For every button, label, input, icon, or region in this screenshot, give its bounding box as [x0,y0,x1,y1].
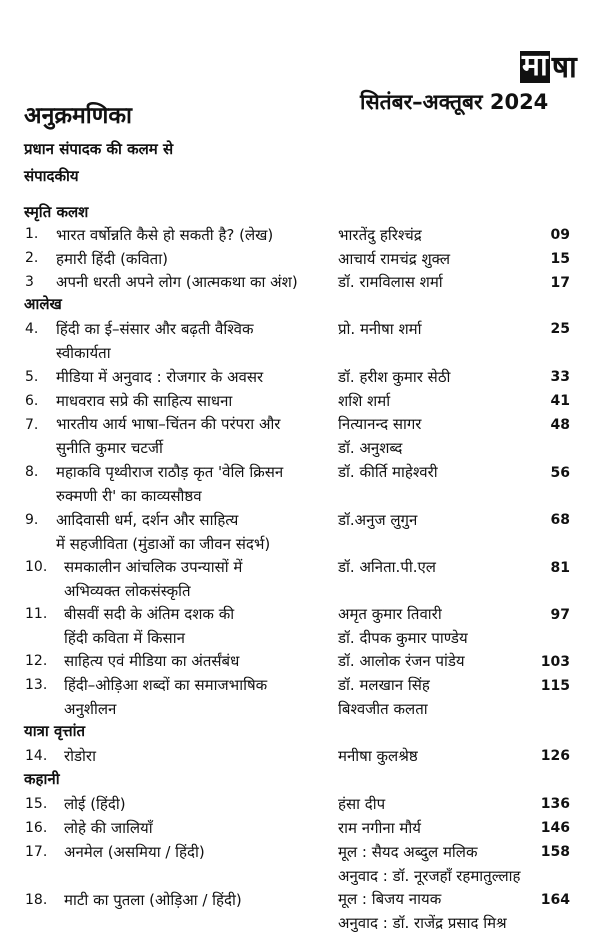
logo-part-ma: मा [522,48,548,83]
entry-number: 8. [25,464,39,480]
section-heading-smriti-kalash: स्मृति कलश [24,203,89,221]
entry-title-line-2: अभिव्यक्त लोकसंस्कृति [64,582,191,600]
entry-author: शशि शर्मा [338,392,391,410]
entry-title-line-1: हिंदी–ओड़िआ शब्दों का समाजभाषिक [64,676,268,694]
entry-title: भारत वर्षोन्नति कैसे हो सकती है? (लेख) [56,226,274,244]
entry-title-line-2: अनुशीलन [64,700,117,718]
entry-number: 5. [25,369,39,385]
section-heading-aalekh: आलेख [24,295,62,313]
entry-page: 115 [540,678,570,694]
entry-page: 81 [550,560,570,576]
entry-page: 25 [550,321,570,337]
entry-page: 33 [550,369,570,385]
entry-page: 41 [550,393,570,409]
entry-page: 103 [540,654,570,670]
entry-page: 17 [550,275,570,291]
entry-number: 7. [25,417,39,433]
entry-title-line-2: स्वीकार्यता [56,344,111,362]
entry-author-original: मूल : सैयद अब्दुल मलिक [338,843,478,861]
editorial-heading: संपादकीय [24,167,79,185]
entry-page: 146 [540,820,570,836]
entry-title-line-1: बीसवीं सदी के अंतिम दशक की [64,605,235,623]
entry-title-line-2: रुक्मणी री' का काव्यसौष्ठव [56,487,202,505]
entry-title-line-1: भारतीय आर्य भाषा–चिंतन की परंपरा और [56,415,281,433]
entry-title: माधवराव सप्रे की साहित्य साधना [56,392,233,410]
entry-author-2: डॉ. अनुशब्द [338,439,403,457]
entry-title: रोडोरा [64,747,96,765]
issue-date: सितंबर–अक्तूबर 2024 [360,90,549,114]
entry-title: लोई (हिंदी) [64,795,126,813]
entry-page: 15 [550,251,570,267]
section-heading-kahani: कहानी [24,770,60,788]
entry-number: 11. [25,606,48,622]
entry-number: 2. [25,250,39,266]
entry-title: अपनी धरती अपने लोग (आत्मकथा का अंश) [56,273,298,291]
entry-author-1: नित्यानन्द सागर [338,415,422,433]
entry-page: 164 [540,892,570,908]
entry-page: 136 [540,796,570,812]
entry-author-2: डॉ. दीपक कुमार पाण्डेय [338,629,468,647]
entry-author: हंसा दीप [338,795,386,813]
entry-title: माटी का पुतला (ओड़िआ / हिंदी) [64,891,242,909]
entry-number: 6. [25,393,39,409]
entry-author: डॉ. अनिता.पी.एल [338,558,436,576]
entry-number: 10. [25,559,48,575]
entry-title: हमारी हिंदी (कविता) [56,250,168,268]
entry-page: 97 [550,607,570,623]
entry-title: अनमेल (असमिया / हिंदी) [64,843,205,861]
entry-title: लोहे की जालियाँ [64,819,153,837]
entry-number: 1. [25,226,39,242]
entry-page: 158 [540,844,570,860]
entry-title: मीडिया में अनुवाद : रोजगार के अवसर [56,368,264,386]
entry-author-1: डॉ. मलखान सिंह [338,676,430,694]
entry-page: 126 [540,748,570,764]
entry-translator: अनुवाद : डॉ. नूरजहाँ रहमातुल्लाह [338,867,521,885]
entry-number: 14. [25,748,48,764]
editor-in-chief-heading: प्रधान संपादक की कलम से [24,140,174,158]
entry-author: प्रो. मनीषा शर्मा [338,320,422,338]
entry-page: 68 [550,512,570,528]
entry-author-original: मूल : बिजय नायक [338,890,442,908]
entry-author: डॉ. कीर्ति माहेश्वरी [338,463,438,481]
entry-title: साहित्य एवं मीडिया का अंतर्संबंध [64,652,240,670]
entry-title-line-2: सुनीति कुमार चटर्जी [56,439,163,457]
entry-title-line-1: हिंदी का ई–संसार और बढ़ती वैश्विक [56,320,254,338]
logo-part-sha: षा [551,50,577,85]
page-title: अनुक्रमणिका [24,103,132,129]
entry-author: भारतेंदु हरिश्चंद्र [338,226,422,244]
entry-translator: अनुवाद : डॉ. राजेंद्र प्रसाद मिश्र [338,914,507,932]
entry-number: 3 [25,274,34,290]
entry-page: 09 [550,227,570,243]
entry-number: 9. [25,512,39,528]
entry-author: डॉ. हरीश कुमार सेठी [338,368,451,386]
entry-title-line-2: में सहजीविता (मुंडाओं का जीवन संदर्भ) [56,535,271,553]
entry-number: 16. [25,820,48,836]
entry-author: मनीषा कुलश्रेष्ठ [338,747,418,765]
entry-author: डॉ.अनुज लुगुन [338,511,418,529]
entry-author: डॉ. रामविलास शर्मा [338,273,443,291]
entry-author-1: अमृत कुमार तिवारी [338,605,442,623]
entry-number: 12. [25,653,48,669]
entry-author-2: बिश्वजीत कलता [338,700,428,718]
magazine-logo [520,49,577,83]
entry-title-line-2: हिंदी कविता में किसान [64,629,185,647]
entry-page: 48 [550,417,570,433]
entry-title-line-1: आदिवासी धर्म, दर्शन और साहित्य [56,511,239,529]
entry-page: 56 [550,465,570,481]
entry-number: 13. [25,677,48,693]
entry-author: आचार्य रामचंद्र शुक्ल [338,250,451,268]
entry-number: 17. [25,844,48,860]
entry-number: 18. [25,892,48,908]
entry-author: डॉ. आलोक रंजन पांडेय [338,652,465,670]
entry-title-line-1: महाकवि पृथ्वीराज राठौड़ कृत 'वेलि क्रिसन [56,463,284,481]
entry-title-line-1: समकालीन आंचलिक उपन्यासों में [64,558,243,576]
section-heading-yatra-vrittant: यात्रा वृत्तांत [24,722,86,740]
entry-number: 15. [25,796,48,812]
entry-author: राम नगीना मौर्य [338,819,421,837]
entry-number: 4. [25,321,39,337]
